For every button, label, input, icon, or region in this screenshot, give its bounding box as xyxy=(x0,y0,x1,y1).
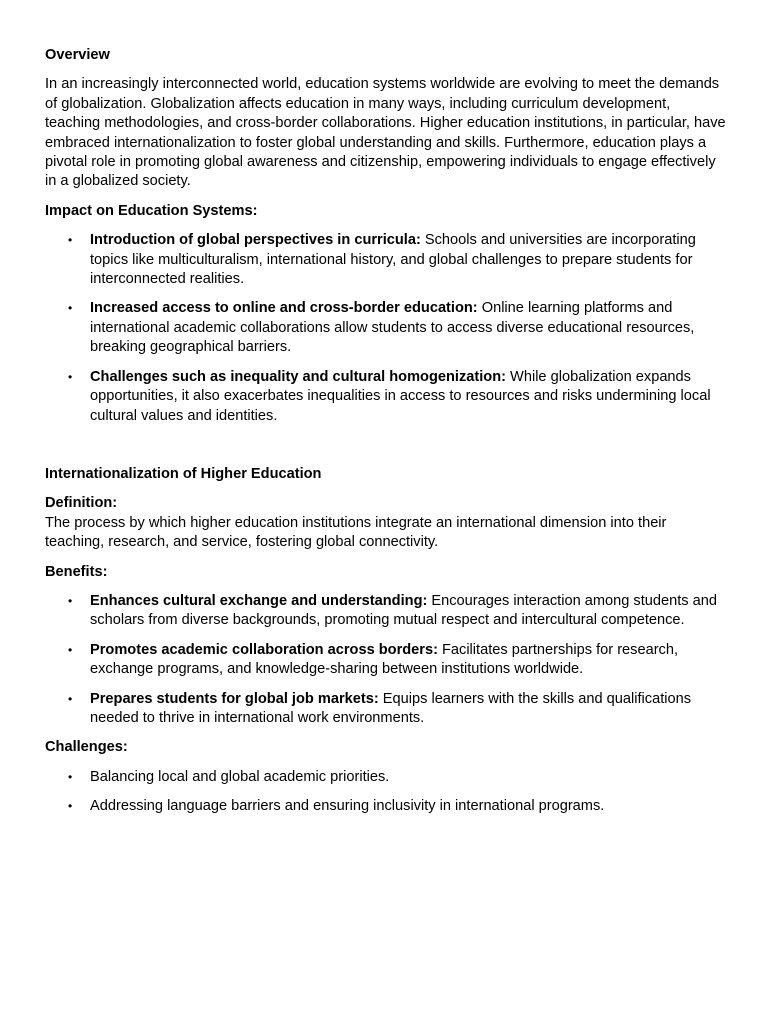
bullet-icon: • xyxy=(68,691,73,706)
internationalization-heading: Internationalization of Higher Education xyxy=(45,465,322,482)
list-item xyxy=(45,299,728,357)
list-item xyxy=(45,690,728,729)
bullet-icon: • xyxy=(68,369,73,384)
challenges-heading: Challenges: xyxy=(45,739,128,756)
list-item-text: Facilitates partnerships for research, exchange programs, and knowledge-sharing between institutions worldwide. xyxy=(90,641,679,678)
overview-heading: Overview xyxy=(45,47,110,63)
list-item xyxy=(45,592,728,631)
list-item xyxy=(45,768,728,787)
challenges-list xyxy=(45,768,728,817)
list-item-text: While globalization expands opportunities, it also exacerbates inequalities in access to resources and risks undermining local cultural values and identities. xyxy=(90,368,711,424)
overview-paragraph: In an increasingly interconnected world, education systems worldwide are evolving to meet the demands of globalization. Globalization affects education in many ways, including curriculum development, teaching methodologies, and cross-border collaborations. Higher education institutions, in particular, have embraced internationalization to foster global understanding and skills. Furthermore, education plays a pivotal role in promoting global awareness and citizenship, empowering individuals to engage effectively in a globalized society. xyxy=(45,76,726,190)
definition-paragraph: The process by which higher education institutions integrate an international dimension into their teaching, research, and service, fostering global connectivity. xyxy=(45,514,667,551)
benefits-heading: Benefits: xyxy=(45,563,108,580)
bullet-icon: • xyxy=(68,301,73,316)
list-item-text: Balancing local and global academic priorities. xyxy=(90,768,390,785)
list-item-title: Increased access to online and cross-border education: xyxy=(90,300,478,317)
bullet-icon: • xyxy=(68,799,73,814)
list-item-text: Schools and universities are incorporating topics like multiculturalism, international history, and global challenges to prepare students for interconnected realities. xyxy=(90,232,696,288)
benefits-list xyxy=(45,592,728,728)
list-item-text: Encourages interaction among students and scholars from diverse backgrounds, promoting mutual respect and intercultural competence. xyxy=(90,592,717,629)
list-item-title: Challenges such as inequality and cultural homogenization: xyxy=(90,368,506,385)
definition-heading: Definition: xyxy=(45,495,118,512)
impact-list xyxy=(45,231,728,426)
bullet-icon: • xyxy=(68,233,73,248)
list-item-title: Enhances cultural exchange and understanding: xyxy=(90,592,428,609)
list-item-text: Equips learners with the skills and qualifications needed to thrive in international work environments. xyxy=(90,690,692,726)
list-item-text: Addressing language barriers and ensuring inclusivity in international programs. xyxy=(90,798,605,815)
list-item xyxy=(45,797,728,816)
list-item xyxy=(45,368,728,426)
list-item-title: Introduction of global perspectives in curricula: xyxy=(90,232,421,249)
list-item xyxy=(45,641,728,680)
list-item xyxy=(45,231,728,289)
bullet-icon: • xyxy=(68,769,73,784)
impact-heading: Impact on Education Systems: xyxy=(45,202,258,219)
list-item-title: Promotes academic collaboration across borders: xyxy=(90,641,438,658)
list-item-title: Prepares students for global job markets: xyxy=(90,690,379,707)
bullet-icon: • xyxy=(68,642,73,657)
bullet-icon: • xyxy=(68,593,73,608)
list-item-text: Online learning platforms and international academic collaborations allow students to access diverse educational resources, breaking geographical barriers. xyxy=(90,300,695,356)
